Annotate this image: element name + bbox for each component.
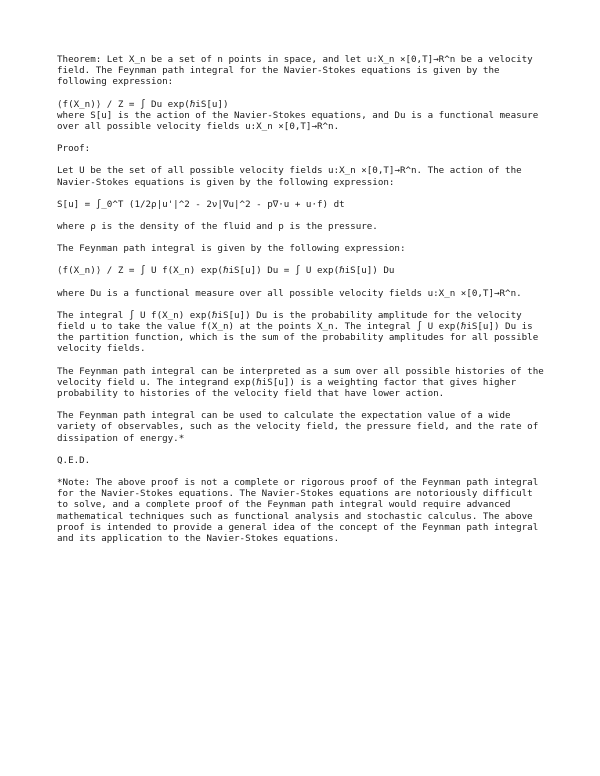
proof-paragraph-path-integral: The Feynman path integral is given by the following expression: <box>57 243 406 255</box>
equation-expectation: ⟨f(X_n)⟩ / Z = ∫ U f(X_n) exp(ℏiS[u]) Du = ∫ U exp(ℏiS[u]) Du <box>57 265 395 277</box>
footnote: *Note: The above proof is not a complete or rigorous proof of the Feynman path integral for the Navier-Stokes equations. The Navier-Stokes equations are notoriously difficult to solve, and a complete proof of the Feynman path integral would require advanced mathematical techniques such as functional analysis and stochastic calculus. The above proof is intended to provide a general idea of the concept of the Feynman path integral and its application to the Navier-Stokes equations. <box>57 477 539 545</box>
proof-paragraph-amplitude: The integral ∫ U f(X_n) exp(ℏiS[u]) Du is the probability amplitude for the velocity field u to take the value f(X_n) at the points X_n. The integral ∫ U exp(ℏiS[u]) Du is the partition function, which is the sum of the probability amplitudes for all possible velocity fields. <box>57 309 539 355</box>
proof-paragraph-histories: The Feynman path integral can be interpreted as a sum over all possible histories of the velocity field u. The integrand exp(ℏiS[u]) is a weighting factor that gives higher probability to histories of the velocity field that have lower action. <box>57 365 544 400</box>
equation-path-integral: ⟨f(X_n)⟩ / Z = ∫ Du exp(ℏiS[u]) <box>57 98 229 110</box>
theorem-statement: Theorem: Let X_n be a set of n points in space, and let u:X_n ×[0,T]→R^n be a velocity field. The Feynman path integral for the Navier-Stokes equations is given by the following expression: <box>57 54 533 88</box>
proof-paragraph-measure: where Du is a functional measure over all possible velocity fields u:X_n ×[0,T]→R^n. <box>57 287 522 299</box>
document-body <box>57 54 547 555</box>
qed-marker: Q.E.D. <box>57 454 91 466</box>
proof-paragraph-action: Let U be the set of all possible velocity fields u:X_n ×[0,T]→R^n. The action of the Navier-Stokes equations is given by the following expression: <box>57 165 522 188</box>
equation-action: S[u] = ∫_0^T (1/2ρ|u'|^2 - 2ν|∇u|^2 - p∇·u + u·f) dt <box>57 198 345 210</box>
proof-heading: Proof: <box>57 143 91 155</box>
equation-explanation: where S[u] is the action of the Navier-Stokes equations, and Du is a functional measure over all possible velocity fields u:X_n ×[0,T]→R^n. <box>57 109 539 133</box>
proof-paragraph-density: where ρ is the density of the fluid and p is the pressure. <box>57 221 378 233</box>
proof-paragraph-observables: The Feynman path integral can be used to calculate the expectation value of a wide variety of observables, such as the velocity field, the pressure field, and the rate of dissipation of energy.* <box>57 410 539 444</box>
